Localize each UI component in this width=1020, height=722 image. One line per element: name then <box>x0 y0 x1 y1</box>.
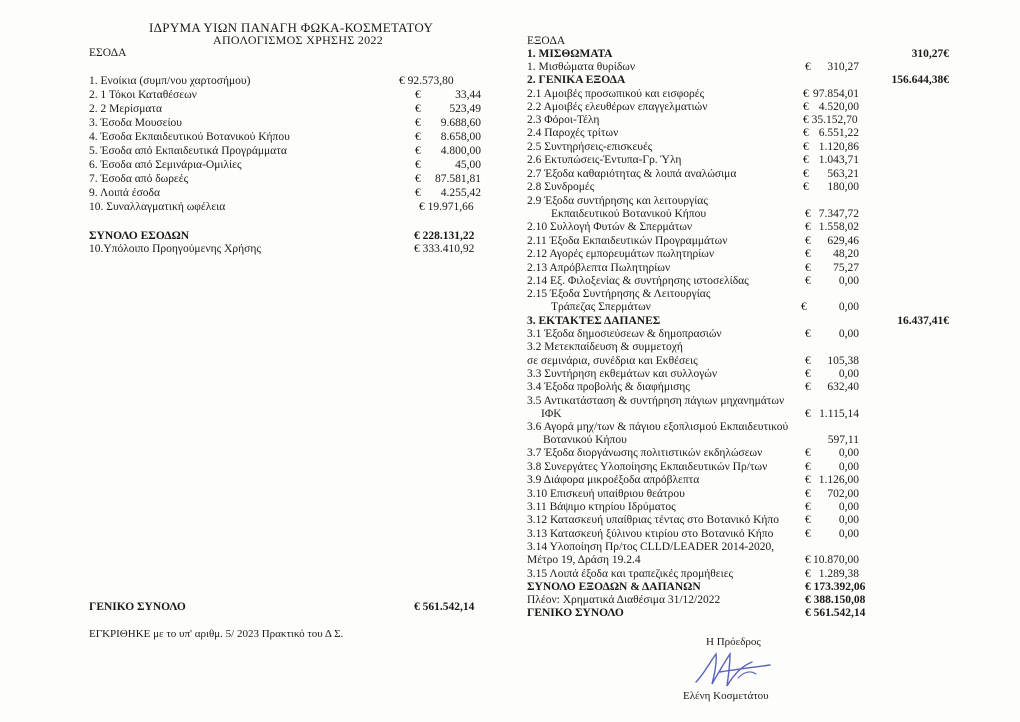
euro-sign: € <box>803 154 809 166</box>
document-subtitle: ΑΠΟΛΟΓΙΣΜΟΣ ΧΡΗΣΗΣ 2022 <box>213 33 384 47</box>
income-row-amount: 9.688,60 <box>440 117 481 129</box>
expense-label: 2.4 Παροχές τρίτων <box>527 127 619 139</box>
expense-amount: 6.551,22 <box>818 127 859 139</box>
expense-label: 3.4 Έξοδα προβολής & διαφήμισης <box>527 381 690 393</box>
expense-amount: 0,00 <box>838 528 859 540</box>
section-title: 3. ΕΚΤΑΚΤΕΣ ΔΑΠΑΝΕΣ <box>527 315 661 327</box>
expense-label: Μέτρο 19, Δράση 19.2.4 <box>527 554 641 566</box>
expense-label: 3.12 Κατασκευή υπαίθριας τέντας στο Βοτανικό Κήπο <box>527 514 779 526</box>
income-row-label: 6. Έσοδα από Σεμινάρια-Ομιλίες <box>89 159 242 171</box>
expense-label: 3.2 Μετεκπαίδευση & συμμετοχή <box>527 341 683 353</box>
expense-label: 3.15 Λοιπά έξοδα και τραπεζικές προμήθειες <box>527 568 734 580</box>
income-row <box>89 117 489 130</box>
income-row <box>89 159 489 172</box>
euro-sign: € <box>803 88 809 100</box>
euro-sign: € <box>805 61 811 73</box>
expense-row <box>527 154 867 167</box>
income-row <box>89 103 489 116</box>
expense-amount: 75,27 <box>833 262 859 274</box>
income-row-label: 9. Λοιπά έσοδα <box>89 187 160 199</box>
expense-row <box>527 208 867 221</box>
expense-row <box>527 262 867 275</box>
expense-label: 3.14 Υλοποίηση Πρ/τος CLLD/LEADER 2014-2020, <box>527 541 775 553</box>
income-row-amount: € 19.971,66 <box>419 201 474 213</box>
euro-sign: € <box>415 89 421 101</box>
previous-balance-amount: € 333.410,92 <box>414 243 475 255</box>
expense-label: 2.1 Αμοιβές προσωπικού και εισφορές <box>527 88 705 100</box>
expense-row <box>527 341 867 354</box>
income-total-amount: € 228.131,22 <box>414 230 475 242</box>
income-grand-total-amount: € 561.542,14 <box>414 601 475 613</box>
expense-row <box>527 568 867 581</box>
expense-row <box>527 355 867 368</box>
cash-available-amount: € 388.150,08 <box>805 594 866 606</box>
expense-amount: 1.115,14 <box>819 408 859 420</box>
expenses-heading: ΕΞΟΔΑ <box>527 35 566 47</box>
income-grand-total-label: ΓΕΝΙΚΟ ΣΥΝΟΛΟ <box>89 601 186 613</box>
cash-available-label: Πλέον: Χρηματικά Διαθέσιμα 31/12/2022 <box>527 594 721 606</box>
expense-label: 3.9 Διάφορα μικροέξοδα απρόβλεπτα <box>527 474 700 486</box>
previous-balance-label: 10.Υπόλοιπο Προηγούμενης Χρήσης <box>89 243 261 255</box>
expense-row <box>527 554 867 567</box>
section-title: 2. ΓΕΝΙΚΑ ΕΞΟΔΑ <box>527 74 626 86</box>
expense-amount: 1.043,71 <box>818 154 859 166</box>
euro-sign: € <box>415 117 421 129</box>
expense-label: Βοτανικού Κήπου <box>543 434 627 446</box>
section-total: 156.644,38€ <box>891 74 949 86</box>
euro-sign: € <box>805 514 811 526</box>
expense-label: 2.7 Έξοδα καθαριότητας & λοιπά αναλώσιμα <box>527 168 737 180</box>
euro-sign: € <box>805 447 811 459</box>
expense-row <box>527 275 867 288</box>
expense-amount: 0,00 <box>838 368 859 380</box>
expenses-total-label: ΣΥΝΟΛΟ ΕΞΟΔΩΝ & ΔΑΠΑΝΩΝ <box>527 581 701 593</box>
section-header <box>527 48 952 61</box>
section-total: 310,27€ <box>911 48 949 60</box>
expense-row <box>527 541 867 554</box>
expense-label: ΙΦΚ <box>541 408 562 420</box>
expense-label: Εκπαιδευτικού Βοτανικού Κήπου <box>551 208 707 220</box>
expense-row <box>527 301 867 314</box>
section-title: 1. ΜΙΣΘΩΜΑΤΑ <box>527 48 613 60</box>
expense-amount: 7.347,72 <box>818 208 859 220</box>
signatory-name: Ελένη Κοσμετάτου <box>683 690 769 702</box>
income-row <box>89 173 489 186</box>
expense-label: 3.7 Έξοδα διοργάνωσης πολιτιστικών εκδηλώσεων <box>527 447 763 459</box>
expense-row <box>527 488 867 501</box>
euro-sign: € <box>803 127 809 139</box>
expense-row <box>527 127 867 140</box>
expense-amount: 1.120,86 <box>818 141 859 153</box>
expense-row <box>527 288 867 301</box>
income-total-label: ΣΥΝΟΛΟ ΕΣΟΔΩΝ <box>89 230 190 242</box>
expense-label: 2.6 Εκτυπώσεις-Έντυπα-Γρ. Ύλη <box>527 154 682 166</box>
expense-amount: 4.520,00 <box>818 101 859 113</box>
approval-note: ΕΓΚΡΙΘΗΚΕ με το υπ' αριθμ. 5/ 2023 Πρακτικό του Δ Σ. <box>89 628 344 640</box>
income-row-amount: 523,49 <box>449 103 481 115</box>
expense-label: 2.15 Έξοδα Συντήρησης & Λειτουργίας <box>527 288 711 300</box>
expense-amount: 97.854,01 <box>813 88 859 100</box>
income-row-label: 3. Έσοδα Μουσείου <box>89 117 182 129</box>
expense-row <box>527 61 867 74</box>
expense-label: 3.8 Συνεργάτες Υλοποίησης Εκπαιδευτικών Πρ/των <box>527 461 768 473</box>
income-row-label: 10. Συναλλαγματική ωφέλεια <box>89 201 226 213</box>
income-heading: ΕΣΟΔΑ <box>89 47 127 59</box>
expense-amount: 0,00 <box>838 461 859 473</box>
expense-row <box>527 461 867 474</box>
expense-label: Τράπεζας Σπερμάτων <box>551 301 651 313</box>
expense-row <box>527 447 867 460</box>
euro-sign: € <box>805 355 811 367</box>
euro-sign: € <box>805 554 811 566</box>
euro-sign: € <box>805 262 811 274</box>
euro-sign: € <box>415 131 421 143</box>
euro-sign: € <box>801 301 807 313</box>
expense-amount: 1.558,02 <box>818 221 859 233</box>
expense-amount: 702,00 <box>827 488 859 500</box>
expense-label: 2.14 Εξ. Φιλοξενίας & συντήρησης ιστοσελίδας <box>527 275 749 287</box>
expense-label: 3.3 Συντήρηση εκθεμάτων και συλλογών <box>527 368 718 380</box>
euro-sign: € <box>805 248 811 260</box>
handwritten-signature <box>690 648 780 690</box>
euro-sign: € <box>803 181 809 193</box>
document-title: ΙΔΡΥΜΑ ΥΙΩΝ ΠΑΝΑΓΗ ΦΩΚΑ-ΚΟΣΜΕΤΑΤΟΥ <box>149 20 434 35</box>
expense-amount: 0,00 <box>838 501 859 513</box>
expense-amount: 180,00 <box>827 181 859 193</box>
expense-amount: € 35.152,70 <box>803 114 858 126</box>
income-row <box>89 145 489 158</box>
euro-sign: € <box>805 501 811 513</box>
expense-row <box>527 421 867 434</box>
income-row <box>89 187 489 200</box>
expense-amount: 0,00 <box>838 275 859 287</box>
expense-label: 3.6 Αγορά μηχ/των & πάγιου εξοπλισμού Εκπαιδευτικού <box>527 421 789 433</box>
expense-amount: 629,46 <box>827 235 859 247</box>
expense-label: 1. Μισθώματα θυρίδων <box>527 61 636 73</box>
expense-amount: 0,00 <box>838 328 859 340</box>
euro-sign: € <box>415 159 421 171</box>
expenses-total-amount: € 173.392,06 <box>805 581 866 593</box>
euro-sign: € <box>805 461 811 473</box>
euro-sign: € <box>415 173 421 185</box>
section-header <box>527 74 952 87</box>
expense-row <box>527 221 867 234</box>
euro-sign: € <box>415 103 421 115</box>
expense-amount: 48,20 <box>833 248 859 260</box>
income-row-label: 2. 2 Μερίσματα <box>89 103 163 115</box>
expense-amount: 1.289,38 <box>818 568 859 580</box>
expense-amount: 597,11 <box>827 434 859 446</box>
expense-row <box>527 114 867 127</box>
expense-label: 3.1 Έξοδα δημοσιεύσεων & δημοπρασιών <box>527 328 722 340</box>
expense-row <box>527 368 867 381</box>
expense-label: 3.11 Βάψιμο κτηρίου Ιδρύματος <box>527 501 676 513</box>
income-row <box>89 131 489 144</box>
expense-row <box>527 235 867 248</box>
expense-amount: 0,00 <box>838 447 859 459</box>
income-row-amount: 4.255,42 <box>440 187 481 199</box>
euro-sign: € <box>805 528 811 540</box>
expense-row <box>527 381 867 394</box>
income-row-amount: 4.800,00 <box>440 145 481 157</box>
expenses-grand-total-amount: € 561.542,14 <box>805 607 866 619</box>
expense-label: 3.5 Αντικατάσταση & συντήρηση πάγιων μηχανημάτων <box>527 395 785 407</box>
euro-sign: € <box>805 275 811 287</box>
expense-label: 2.9 Έξοδα συντήρησης και λειτουργίας <box>527 195 708 207</box>
expense-row <box>527 501 867 514</box>
income-row-label: 2. 1 Τόκοι Καταθέσεων <box>89 89 197 101</box>
income-row-amount: 33,44 <box>455 89 481 101</box>
euro-sign: € <box>805 568 811 580</box>
expenses-grand-total-label: ΓΕΝΙΚΟ ΣΥΝΟΛΟ <box>527 607 624 619</box>
expense-amount: 1.126,00 <box>818 474 859 486</box>
income-row-amount: € 92.573,80 <box>399 75 454 87</box>
income-row-label: 4. Έσοδα Εκπαιδευτικού Βοτανικού Κήπου <box>89 131 290 143</box>
income-row-label: 5. Έσοδα από Εκπαιδευτικά Προγράμματα <box>89 145 287 157</box>
expense-label: 3.10 Επισκευή υπαίθριου θεάτρου <box>527 488 685 500</box>
expense-row <box>527 195 867 208</box>
income-row <box>89 75 489 88</box>
euro-sign: € <box>805 368 811 380</box>
euro-sign: € <box>805 474 811 486</box>
euro-sign: € <box>805 235 811 247</box>
signatory-role: Η Πρόεδρος <box>706 636 761 648</box>
expense-row <box>527 168 867 181</box>
euro-sign: € <box>803 101 809 113</box>
expense-row <box>527 248 867 261</box>
expense-row <box>527 528 867 541</box>
euro-sign: € <box>805 381 811 393</box>
expense-amount: 310,27 <box>827 61 859 73</box>
expense-row <box>527 141 867 154</box>
expense-label: 2.13 Απρόβλεπτα Πωλητηρίων <box>527 262 671 274</box>
expense-label: 3.13 Κατασκευή ξύλινου κτιρίου στο Βοτανικό Κήπο <box>527 528 774 540</box>
expense-label: 2.10 Συλλογή Φυτών & Σπερμάτων <box>527 221 693 233</box>
expense-row <box>527 408 867 421</box>
section-header <box>527 315 952 328</box>
income-row-amount: 8.658,00 <box>440 131 481 143</box>
euro-sign: € <box>805 408 811 420</box>
euro-sign: € <box>805 208 811 220</box>
expense-amount: 105,38 <box>827 355 859 367</box>
expense-amount: 10.870,00 <box>813 554 859 566</box>
euro-sign: € <box>803 168 809 180</box>
expense-row <box>527 328 867 341</box>
euro-sign: € <box>805 328 811 340</box>
expense-label: 2.11 Έξοδα Εκπαιδευτικών Προγραμμάτων <box>527 235 728 247</box>
expense-amount: 0,00 <box>838 514 859 526</box>
section-total: 16.437,41€ <box>897 315 949 327</box>
expense-row <box>527 181 867 194</box>
expense-row <box>527 101 867 114</box>
expense-row <box>527 474 867 487</box>
expense-label: σε σεμινάρια, συνέδρια και Εκθέσεις <box>527 355 698 367</box>
expense-row <box>527 88 867 101</box>
income-row-label: 7. Έσοδα από δωρεές <box>89 173 189 185</box>
euro-sign: € <box>805 488 811 500</box>
income-row <box>89 89 489 102</box>
expense-row <box>527 514 867 527</box>
expense-label: 2.5 Συντηρήσεις-επισκευές <box>527 141 653 153</box>
income-row <box>89 201 489 214</box>
expense-label: 2.8 Συνδρομές <box>527 181 595 193</box>
euro-sign: € <box>415 187 421 199</box>
euro-sign: € <box>805 221 811 233</box>
expense-amount: 563,21 <box>827 168 859 180</box>
expense-amount: 632,40 <box>827 381 859 393</box>
income-row-amount: 87.581,81 <box>435 173 481 185</box>
expense-amount: 0,00 <box>838 301 859 313</box>
expense-row <box>527 395 867 408</box>
income-row-label: 1. Ενοίκια (συμπ/νου χαρτοσήμου) <box>89 75 251 87</box>
expense-row <box>527 434 867 447</box>
expense-label: 2.12 Αγορές εμπορευμάτων πωλητηρίων <box>527 248 715 260</box>
expense-label: 2.2 Αμοιβές ελευθέρων επαγγελματιών <box>527 101 708 113</box>
income-row-amount: 45,00 <box>455 159 481 171</box>
euro-sign: € <box>803 141 809 153</box>
euro-sign: € <box>415 145 421 157</box>
expense-label: 2.3 Φόροι-Τέλη <box>527 114 600 126</box>
